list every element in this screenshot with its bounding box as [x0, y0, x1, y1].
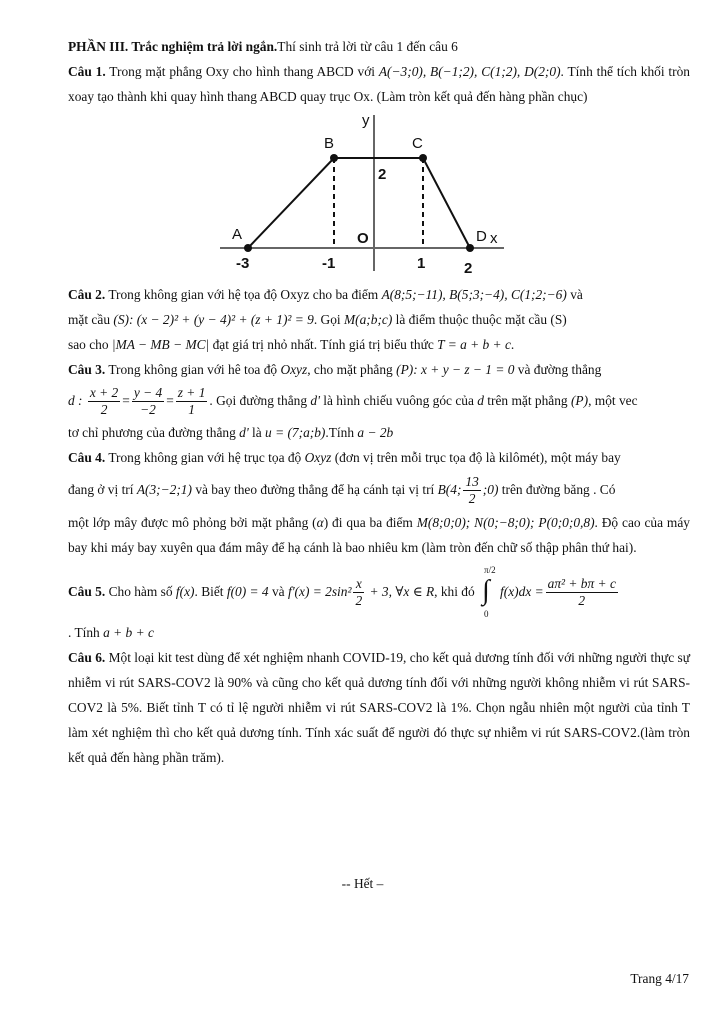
question-1-text-a: Trong mặt phẳng Oxy cho hình thang ABCD với: [105, 64, 379, 79]
question-4-text-b: (đơn vị trên mỗi trục tọa độ là kilômét), một máy bay: [331, 450, 621, 465]
question-3-text-f: trên mặt phẳng: [483, 393, 571, 408]
question-5-target: a + b + c: [103, 625, 154, 640]
question-3-label: Câu 3.: [68, 362, 106, 377]
question-3-d-prime: d': [310, 393, 320, 408]
fraction-2-denominator: −2: [140, 402, 156, 418]
question-5-text-c: và: [268, 584, 288, 599]
question-5-text-f: . Tính: [68, 625, 104, 640]
question-3-text-a: Trong không gian với hê toa độ: [105, 362, 281, 377]
point-b-label: B: [324, 135, 335, 152]
question-2-text-d: . Gọi: [313, 312, 344, 327]
question-3-text-j: .Tính: [325, 425, 358, 440]
question-5-forall: , ∀x ∈ R: [388, 584, 435, 599]
question-5-label: Câu 5.: [68, 584, 106, 599]
question-5-plus-3: + 3: [366, 584, 389, 599]
point-c-label: C: [412, 135, 423, 152]
question-5-result-fraction: [546, 576, 618, 609]
axis-x-label: x: [490, 230, 498, 247]
axis-y-label: y: [362, 113, 370, 129]
point-a-label: A: [232, 226, 243, 243]
question-3-text-d: . Gọi đường thẳng: [209, 393, 311, 408]
question-3-target: a − 2b: [357, 425, 394, 440]
question-2-text-e: là điểm thuộc thuộc mặt cầu (S): [392, 312, 567, 327]
question-4-text-g: ) đi qua ba điểm: [323, 515, 417, 530]
question-3-oxyz: Oxyz: [280, 362, 308, 377]
question-2-label: Câu 2.: [68, 287, 106, 302]
section-heading-bold: PHẦN III. Trắc nghiệm trả lời ngắn.: [68, 39, 278, 54]
question-3-d-label: d :: [68, 393, 83, 408]
question-2-text-c: mặt cầu: [68, 312, 114, 327]
question-5-line-2: [68, 620, 690, 645]
question-2-text-g: đạt giá trị nhỏ nhất. Tính giá trị biểu thức: [209, 337, 438, 352]
question-5-fx: f(x): [175, 584, 195, 599]
end-marker: -- Hết –: [341, 876, 384, 891]
tick-1: 1: [417, 255, 426, 272]
question-3-fraction-1: [88, 385, 120, 418]
point-d-dot: [466, 244, 474, 252]
question-5-fraction-x: [353, 576, 364, 609]
question-4-text-c: đang ở vị trí: [68, 482, 137, 497]
question-2: [68, 282, 690, 357]
question-3-text-i: là: [248, 425, 266, 440]
fraction-3-numerator: z + 1: [177, 385, 206, 401]
question-1-label: Câu 1.: [68, 64, 106, 79]
question-3-text-e: là hình chiếu vuông góc của: [319, 393, 478, 408]
question-2-text-a: Trong không gian với hệ tọa độ Oxyz cho ba điểm: [105, 287, 382, 302]
question-4-text-e: trên đường băng . Có: [498, 482, 616, 497]
point-d-label: D: [476, 228, 487, 245]
question-3-d: d: [477, 393, 484, 408]
section-heading-rest: Thí sinh trả lời từ câu 1 đến câu 6: [277, 39, 458, 54]
question-2-text-f: sao cho: [68, 337, 112, 352]
page-number: Trang 4/17: [630, 971, 689, 986]
question-2-line-2: [68, 307, 690, 332]
question-3-text-c: và đường thẳng: [514, 362, 602, 377]
trapezoid-graph: [214, 113, 514, 278]
question-5: [68, 564, 690, 645]
question-3: [68, 357, 690, 445]
question-6: [68, 645, 690, 770]
point-a-dot: [244, 244, 252, 252]
question-2-points: A(8;5;−11), B(5;3;−4), C(1;2;−6): [381, 287, 567, 302]
question-6-label: Câu 6.: [68, 650, 106, 665]
fraction-1-numerator: x + 2: [89, 385, 119, 401]
question-4: [68, 445, 690, 560]
fraction-2-numerator: y − 4: [133, 385, 163, 401]
result-denominator: 2: [578, 593, 586, 609]
origin-label: O: [357, 230, 369, 247]
question-5-text-a: Cho hàm số: [105, 584, 176, 599]
integral-symbol: ∫: [482, 574, 490, 606]
question-4-alpha: α: [316, 515, 324, 530]
question-4-text-d: và bay theo đường thẳng để hạ cánh tại vị trí: [191, 482, 438, 497]
integral-sign: [478, 564, 500, 619]
question-2-line-3: [68, 332, 690, 357]
question-3-fraction-3: [176, 385, 208, 418]
question-4-text-f: một lớp mây được mô phỏng bởi mặt phẳng (: [68, 515, 317, 530]
question-2-vector-expr: |MA − MB − MC|: [111, 337, 210, 352]
fraction-b-denominator: 2: [468, 491, 476, 507]
question-4-point-b-post: ;0): [482, 482, 499, 497]
question-4-point-a: A(3;−2;1): [136, 482, 192, 497]
height-label: 2: [378, 166, 387, 183]
question-2-sphere: (S): (x − 2)² + (y − 4)² + (z + 1)² = 9: [113, 312, 314, 327]
fraction-b-numerator: 13: [465, 474, 479, 490]
tick-2: 2: [464, 260, 473, 277]
question-3-fraction-2: [132, 385, 164, 418]
fraction-x-numerator: x: [353, 576, 364, 593]
question-4-line-2: [68, 470, 690, 510]
question-1: [68, 59, 690, 109]
question-2-target: T = a + b + c: [437, 337, 511, 352]
trapezoid-figure: [68, 113, 690, 278]
tick-minus-3: -3: [236, 255, 250, 272]
question-5-integrand: f(x)dx =: [500, 584, 544, 599]
tick-minus-1: -1: [322, 255, 336, 272]
question-3-vector: u = (7;a;b): [265, 425, 326, 440]
question-3-line-2: d : $\frac{x + 2}{2}$ = $\frac{y - 4}{-2}$ = $\frac{z + 1}{1}$ . Gọi đường thẳng d' là hình chiếu vuông góc của d trên mặt phẳng (P), một vec: [68, 385, 638, 418]
point-c-dot: [419, 154, 427, 162]
fraction-1-denominator: 2: [100, 402, 108, 418]
question-5-line-1: [68, 564, 690, 619]
question-3-line-3: [68, 420, 690, 445]
question-5-f0: f(0) = 4: [226, 584, 269, 599]
question-3-text-h: tơ chỉ phương của đường thẳng: [68, 425, 240, 440]
question-4-line-3: [68, 510, 690, 560]
question-4-text-a: Trong không gian với hệ trục tọa độ: [105, 450, 305, 465]
question-4-label: Câu 4.: [68, 450, 106, 465]
question-1-text-b: . Tính thể tích khối tròn xoay tạo thành khi quay hình thang ABCD quay trục Ox. (Làm tròn kết quả đến hàng phần chục): [68, 64, 690, 104]
question-3-d-prime-2: d': [239, 425, 249, 440]
question-4-fraction: [463, 474, 480, 507]
question-3-plane: (P): x + y − z − 1 = 0: [396, 362, 515, 377]
question-5-fprime: f'(x) = 2sin²: [287, 584, 352, 599]
page-content: [68, 34, 690, 770]
question-1-points: A(−3;0), B(−1;2), C(1;2), D(2;0): [378, 64, 561, 79]
point-b-dot: [330, 154, 338, 162]
question-2-point-m: M(a;b;c): [344, 312, 393, 327]
fraction-x-denominator: 2: [355, 593, 363, 609]
question-6-text: Một loại kit test dùng để xét nghiệm nhanh COVID-19, cho kết quả dương tính đối với những người thực sự nhiễm vi rút SARS-COV2 là 90% và cũng cho kết quả dương tính đối với những người không nhiễm vi rút SARS-COV2 là 5%. Biết tỉnh T có tỉ lệ người nhiễm vi rút SARS-COV2 là 1%. Chọn ngẫu nhiên một người của tỉnh T làm xét nghiệm thì cho kết quả dương tính. Tính xác suất để người đó thực sự nhiễm vi rút SARS-COV2.(làm tròn kết quả đến hàng phần trăm).: [68, 650, 690, 765]
section-heading: [68, 34, 690, 59]
result-numerator: aπ² + bπ + c: [547, 576, 616, 592]
fraction-3-denominator: 1: [188, 402, 195, 418]
question-5-text-b: . Biết: [194, 584, 227, 599]
question-4-text-h: . Độ cao của máy bay khi máy bay xuyên qua đám mây để hạ cánh là bao nhiêu km (làm tròn đến chữ số thập phân thứ hai).: [68, 515, 690, 555]
question-4-oxyz: Oxyz: [304, 450, 332, 465]
integral-upper-bound: π/2: [484, 564, 496, 575]
question-3-text-b: , cho mặt phẳng: [307, 362, 397, 377]
question-2-text-h: .: [510, 337, 515, 352]
question-4-point-b-pre: B(4;: [437, 482, 462, 497]
question-3-p: (P): [570, 393, 589, 408]
question-5-text-e: , khi đó: [434, 584, 479, 599]
integral-lower-bound: 0: [484, 608, 489, 619]
question-2-text-b: và: [566, 287, 583, 302]
question-3-text-g: , một vec: [588, 393, 638, 408]
question-4-points: M(8;0;0); N(0;−8;0); P(0;0;0,8): [416, 515, 595, 530]
